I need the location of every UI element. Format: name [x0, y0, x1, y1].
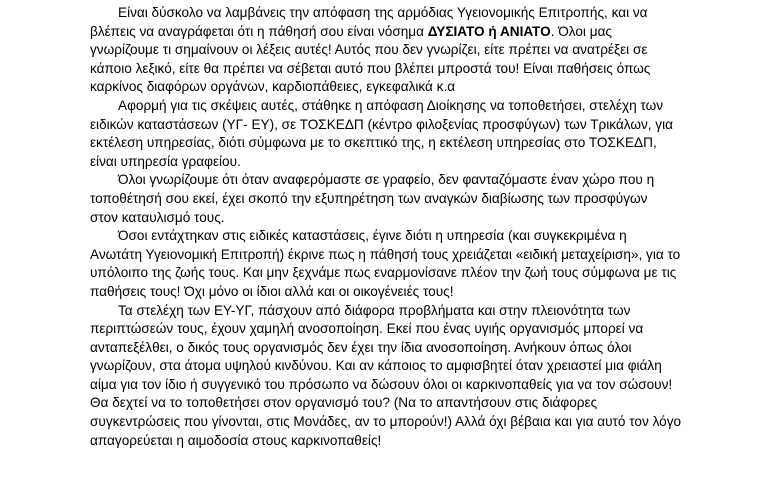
paragraph-5: [90, 302, 710, 451]
text-line: υπόλοιπο της ζωής τους. Και μην ξεχνάμε πως εναρμονίσανε πλέον την ζωή τους σύμφωνα με τις: [90, 265, 677, 281]
text-line: είναι υπηρεσία γραφείου.: [90, 153, 241, 169]
text-line: Όλοι γνωρίζουμε ότι όταν αναφερόμαστε σε γραφείο, δεν φανταζόμαστε έναν χώρο που η: [118, 172, 655, 188]
text-line: Ανωτάτη Υγειονομική Επιτροπή) έκρινε πως η πάθησή τους χρειάζεται «ειδική μεταχείριση», για το: [90, 246, 681, 262]
text-line: παθήσεις τους! Όχι μόνο οι ίδιοι αλλά και οι οικογένειές τους!: [90, 283, 454, 299]
text-line: τοποθέτησή σου εκεί, έχει σκοπό την εξυπηρέτηση των αναγκών διαβίωσης των προσφύγων: [90, 190, 648, 206]
paragraph-3: [90, 171, 710, 227]
text-line: Είναι δύσκολο να λαμβάνεις την απόφαση της αρμόδιας Υγειονομικής Επιτροπής, και να: [118, 5, 648, 20]
text-line: γνωρίζουν, στα άτομα υψηλού κινδύνου. Και αν κάποιος το αμφισβητεί όταν χρειαστεί μια φιάλη: [90, 358, 662, 374]
text-line: κάποιο λεξικό, είτε θα πρέπει να σέβεται αυτό που βλέπει μπροστά του! Είναι παθήσεις όπως: [90, 60, 651, 76]
text-line-end: . Όλοι μας: [550, 23, 612, 39]
text-line: συγκεντρώσεις που γίνονται, στις Μονάδες, αν το μπορούν!) Αλλά όχι βέβαια και για αυτό τον λόγο: [90, 414, 682, 430]
text-line: γνωρίζουμε τι σημαίνουν οι λέξεις αυτές! Αυτός που δεν γνωρίζει, είτε πρέπει να ανατρέξει σε: [90, 42, 648, 58]
text-line: Αφορμή για τις σκέψεις αυτές, στάθηκε η απόφαση Διοίκησης να τοποθετήσει, στελέχη των: [118, 97, 664, 113]
text-line: αίμα για τον ίδιο ή συγγενικό του πρόσωπο να δώσουν όλοι οι καρκινοπαθείς για να τον σώσουν!: [90, 376, 673, 392]
text-line: Τα στελέχη των ΕΥ-ΥΓ, πάσχουν από διάφορα προβλήματα και στην πλειονότητα των: [118, 302, 631, 318]
text-line: ειδικών καταστάσεων (ΥΓ- ΕΥ), σε ΤΟΣΚΕΔΠ (κέντρο φιλοξενίας προσφύγων) των Τρικάλων, για: [90, 116, 673, 132]
text-line-start: βλέπεις να αναγράφεται ότι η πάθησή σου είναι νόσημα: [90, 23, 428, 39]
text-line: στον καταυλισμό τους.: [90, 209, 225, 225]
document-body: [90, 4, 710, 450]
text-line: ανταπεξέλθει, ο δικός τους οργανισμός δεν έχει την ίδια ανοσοποίηση. Ανήκουν όπως όλοι: [90, 339, 632, 355]
text-line: Θα δεχτεί να το τοποθετήσει στον οργανισμό του? (Να το απαντήσουν στις διάφορες: [90, 395, 598, 411]
text-line: απαγορεύεται η αιμοδοσία στους καρκινοπαθείς!: [90, 432, 382, 448]
paragraph-2: [90, 97, 710, 171]
text-line: Όσοι εντάχτηκαν στις ειδικές καταστάσεις, έγινε διότι η υπηρεσία (και συγκεκριμένα η: [118, 228, 627, 244]
text-line: καρκίνος διαφόρων οργάνων, καρδιοπάθειες, εγκεφαλικά κ.α: [90, 79, 456, 95]
text-line: περιπτώσεών τους, έχουν χαμηλή ανοσοποίηση. Εκεί που ένας υγιής οργανισμός μπορεί να: [90, 321, 644, 337]
bold-phrase: ΔΥΣΙΑΤΟ ή ΑΝΙΑΤΟ: [427, 23, 551, 39]
text-line: εκτέλεση υπηρεσίας, διότι σύμφωνα με το σκεπτικό της, η εκτέλεση υπηρεσίας στο ΤΟΣΚΕΔΠ,: [90, 135, 657, 151]
paragraph-4: [90, 227, 710, 301]
text-line: [90, 23, 710, 42]
paragraph-1: [90, 4, 710, 97]
